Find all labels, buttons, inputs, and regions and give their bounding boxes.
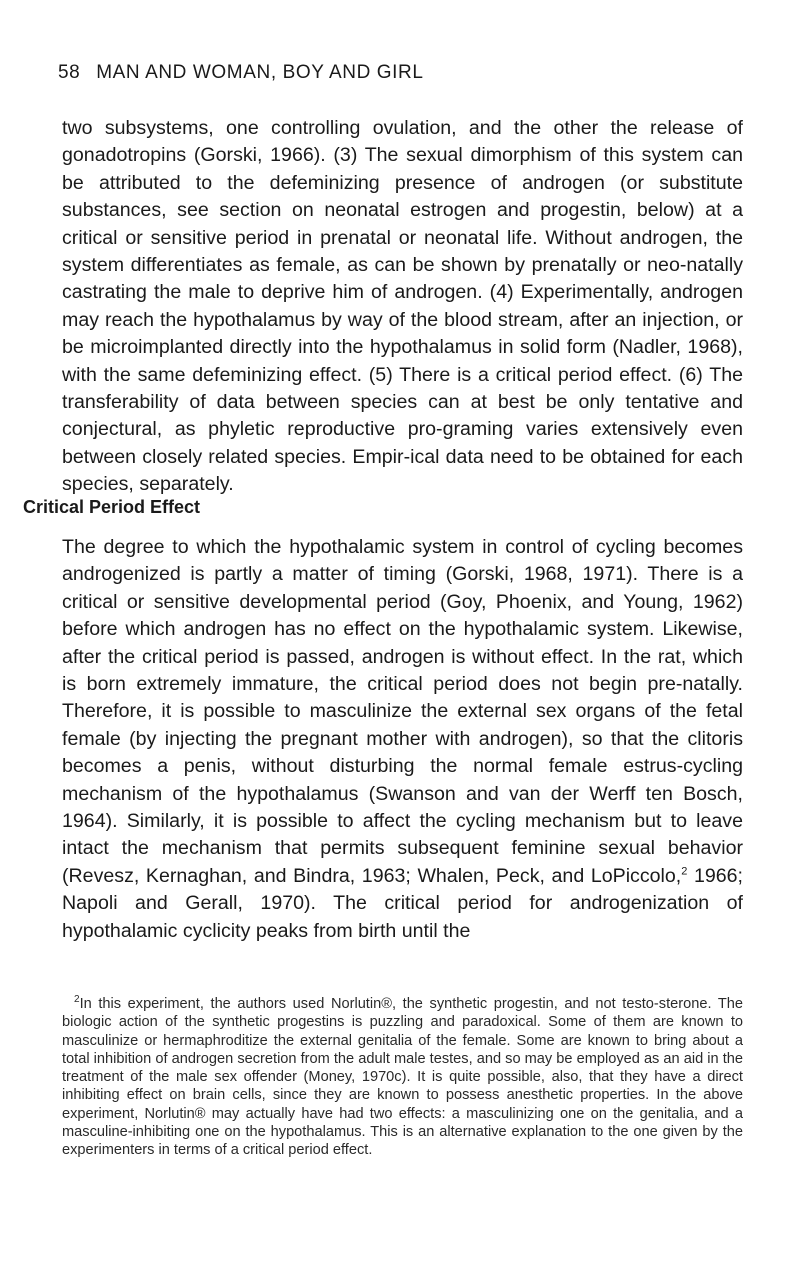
footnote-reference: 2 — [681, 865, 688, 878]
footnote-mark: 2 — [74, 994, 80, 1006]
footnote-text: In this experiment, the authors used Norlutin®, the synthetic progestin, and not testo-sterone. The biologic action of the synthetic progestins is puzzling and paradoxical. Some of them are known to masculinize or hermaphroditize the external genitalia of the female. Some are known to bring about a total inhibition of androgen secretion from the adult male testes, and so may be employed as an aid in the treatment of the male sex offender (Money, 1970c). It is quite possible, also, that they have a direct inhibiting effect on brain cells, since they are known to possess anesthetic properties. In the above experiment, Norlutin® may actually have had two effects: a masculinizing one on the genitalia, and a masculine-inhibiting one on the hypothalamus. This is an alternative explanation to the one given by the experimenters in terms of a critical period effect. — [62, 996, 743, 1159]
section-heading: Critical Period Effect — [23, 497, 201, 517]
paragraph-continued: two subsystems, one controlling ovulation, and the other the release of gonadotropins (Gorski, 1966). (3) The sexual dimorphism of this system can be attributed to the defeminizing presence of androgen (or substitute substances, see section on neonatal estrogen and progestin, below) at a critical or sensitive period in prenatal or neonatal life. Without androgen, the system differentiates as female, as can be shown by prenatally or neo-natally castrating the male to deprive him of androgen. (4) Experimentally, androgen may reach the hypothalamus by way of the blood stream, after an injection, or be microimplanted directly into the hypothalamus in solid form (Nadler, 1968), with the same defeminizing effect. (5) There is a critical period effect. (6) The transferability of data between species can at best be only tentative and conjectural, as phyletic reproductive pro-graming varies extensively even between closely related species. Empir-ical data need to be obtained for each species, separately. — [62, 117, 743, 496]
paragraph-critical-period — [62, 534, 743, 945]
running-head — [58, 62, 424, 84]
footnote — [62, 995, 743, 1160]
page-number: 58 — [58, 62, 81, 83]
paragraph-text-after-ref: 1966; Napoli and Gerall, 1970). The critical period for androgenization of hypothalamic cyclicity peaks from birth until the — [62, 864, 743, 942]
running-title: MAN AND WOMAN, BOY AND GIRL — [96, 62, 424, 83]
paragraph-text-before-ref: The degree to which the hypothalamic system in control of cycling becomes androgenized is partly a matter of timing (Gorski, 1968, 1971). There is a critical or sensitive developmental period (Goy, Phoenix, and Young, 1962) before which androgen has no effect on the hypothalamic system. Likewise, after the critical period is passed, androgen is without effect. In the rat, which is born extremely immature, the critical period does not begin pre-natally. Therefore, it is possible to masculinize the external sex organs of the fetal female (by injecting the pregnant mother with androgen), so that the clitoris becomes a penis, without disturbing the normal female estrus-cycling mechanism of the hypothalamus (Swanson and van der Werff ten Bosch, 1964). Similarly, it is possible to affect the cycling mechanism but to leave intact the mechanism that permits subsequent feminine sexual behavior (Revesz, Kernaghan, and Bindra, 1963; Whalen, Peck, and LoPiccolo, — [62, 536, 743, 887]
